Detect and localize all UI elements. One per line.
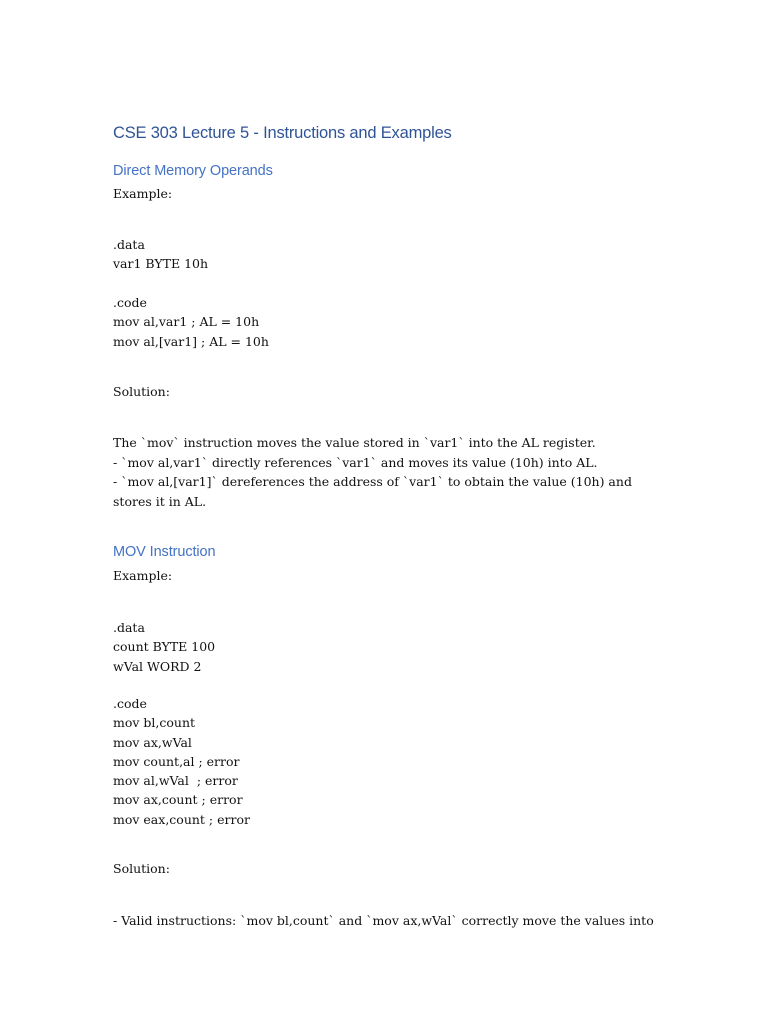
section-heading-direct-memory-operands: Direct Memory Operands <box>113 163 273 179</box>
code-line: mov bl,count <box>113 715 196 731</box>
code-line: mov count,al ; error <box>113 753 240 769</box>
solution-line: - `mov al,var1` directly references `var1` and moves its value (10h) into AL. <box>113 454 598 470</box>
solution-label: Solution: <box>113 384 170 399</box>
code-line: var1 BYTE 10h <box>113 256 209 272</box>
code-line: .data <box>113 237 145 252</box>
solution-text <box>113 433 658 511</box>
solution-line: - `mov al,[var1]` dereferences the address of `var1` to obtain the value (10h) and stores it in AL. <box>113 474 632 509</box>
example-label: Example: <box>113 186 173 201</box>
code-block <box>113 293 269 351</box>
code-line: mov ax,count ; error <box>113 792 243 808</box>
code-line: mov al,var1 ; AL = 10h <box>113 314 260 330</box>
code-line: .code <box>113 295 147 310</box>
solution-label: Solution: <box>113 861 170 876</box>
data-block <box>113 235 208 274</box>
code-block <box>113 694 250 829</box>
solution-line: The `mov` instruction moves the value stored in `var1` into the AL register. <box>113 435 596 450</box>
solution-text <box>113 911 658 931</box>
code-line: .data <box>113 620 145 635</box>
code-line: mov eax,count ; error <box>113 811 250 827</box>
example-label: Example: <box>113 568 173 583</box>
code-line: mov al,wVal ; error <box>113 773 238 789</box>
code-line: count BYTE 100 <box>113 639 216 655</box>
code-line: mov ax,wVal <box>113 734 192 750</box>
data-block <box>113 618 215 676</box>
page-title: CSE 303 Lecture 5 - Instructions and Examples <box>113 124 452 142</box>
code-line: mov al,[var1] ; AL = 10h <box>113 333 269 349</box>
section-heading-mov-instruction: MOV Instruction <box>113 544 216 560</box>
code-line: .code <box>113 696 147 711</box>
solution-line: - Valid instructions: `mov bl,count` and `mov ax,wVal` correctly move the values into <box>113 913 654 928</box>
code-line: wVal WORD 2 <box>113 658 202 674</box>
